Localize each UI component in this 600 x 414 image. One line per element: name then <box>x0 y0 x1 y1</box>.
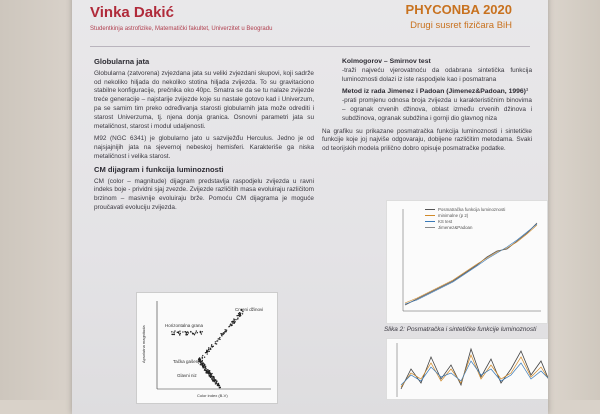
hr-star-dot <box>208 349 209 350</box>
histogram-plot <box>386 338 548 400</box>
bullet-ks-text: -traži najveću vjerovatnoću da odabrana sintetička funkcija luminoznosti dolazi iz iste raspodjele kao i posmatrana <box>342 66 532 83</box>
legend-swatch-ks <box>425 221 435 222</box>
hr-star-dot <box>207 353 208 354</box>
bullet-jp <box>322 88 532 123</box>
hr-star-dot <box>173 332 174 333</box>
hr-star-dot <box>171 331 172 332</box>
hr-star-dot <box>210 375 211 376</box>
hr-star-dot <box>232 321 233 322</box>
hr-star-dot <box>231 324 232 325</box>
hr-star-dot <box>200 364 201 365</box>
hr-star-dot <box>208 347 209 348</box>
hr-star-dot <box>203 367 204 368</box>
section-heading-globular: Globularna jata <box>94 57 150 66</box>
luminosity-plot <box>386 200 548 324</box>
hr-star-dot <box>205 352 206 353</box>
curve-ks <box>405 224 537 304</box>
legend-swatch-min <box>425 215 435 216</box>
right-column <box>322 58 532 158</box>
hr-star-dot <box>211 373 212 374</box>
hr-star-dot <box>206 350 207 351</box>
hr-star-dot <box>202 365 203 366</box>
hr-star-dot <box>180 333 181 334</box>
hr-star-dot <box>209 375 210 376</box>
bullet-ks-title: Kolmogorov – Smirnov test <box>342 58 431 65</box>
conference-subtitle: Drugi susret fizičara BiH <box>410 20 512 31</box>
hr-star-dot <box>224 331 225 332</box>
hr-star-dot <box>212 346 213 347</box>
wall-left <box>0 0 74 400</box>
hr-star-dot <box>220 333 221 334</box>
hr-star-dot <box>213 377 214 378</box>
hr-label-ms: Glavni niz <box>177 373 197 378</box>
hist-ks <box>401 361 548 385</box>
hr-star-dot <box>207 350 208 351</box>
hr-star-dot <box>197 332 198 333</box>
hr-star-dot <box>239 315 240 316</box>
hr-ylabel: Apsolutna magnituda <box>141 325 146 363</box>
hr-star-dot <box>174 334 175 335</box>
legend-swatch-observed <box>425 209 435 210</box>
hr-star-dot <box>231 321 232 322</box>
hr-star-dot <box>201 331 202 332</box>
legend-item-jp <box>425 225 505 231</box>
hr-star-dot <box>206 371 207 372</box>
legend-label-jp: Jimenez&Padoan <box>438 225 473 230</box>
legend-label-ks: KS test <box>438 219 453 224</box>
hist-observed <box>401 349 548 389</box>
hr-star-dot <box>223 333 224 334</box>
hr-star-dot <box>202 366 203 367</box>
bullet-jp-title: Metod iz rada Jimenez i Padoan (Jimenez&Padoan, 1996)¹ <box>342 88 529 96</box>
left-column <box>94 58 314 217</box>
hr-label-hb: Horizontalna grana <box>165 323 204 328</box>
hr-star-dot <box>240 313 241 314</box>
histogram-plot-svg <box>387 339 548 399</box>
header-divider <box>90 46 530 47</box>
hr-star-dot <box>205 368 206 369</box>
hr-star-dot <box>226 329 227 330</box>
hr-star-dot <box>182 331 183 332</box>
hr-star-dot <box>179 330 180 331</box>
hr-star-dot <box>211 344 212 345</box>
hr-star-dot <box>190 331 191 332</box>
plot-legend <box>425 207 505 231</box>
hr-star-dot <box>214 378 215 379</box>
hr-star-dot <box>192 333 193 334</box>
hr-xlabel: Color index (B-V) <box>197 393 228 398</box>
hr-star-dot <box>200 332 201 333</box>
hr-star-dot <box>209 370 210 371</box>
hr-star-dot <box>212 377 213 378</box>
hr-star-dot <box>218 338 219 339</box>
author-name: Vinka Dakić <box>90 4 174 21</box>
hr-star-dot <box>208 372 209 373</box>
bullet-ks <box>322 58 532 84</box>
hr-star-dot <box>196 330 197 331</box>
hr-star-dot <box>207 369 208 370</box>
hr-star-dot <box>218 384 219 385</box>
paragraph-graph: Na grafiku su prikazane posmatračka funkcija luminoznosti i sintetičke funkcije koje joj najviše odgovaraju, dobijene različitim metodama. Svaki od teorijskih modela prilično dobro opisuje posmatračke podatke. <box>322 127 532 153</box>
hr-star-dot <box>202 357 203 358</box>
bullet-jp-text: -prati promjenu odnosa broja zvijezda u karakterističnim binovima – ogranak crvenih džinova, oblast između crvenih džinova i subdžinova, ogranak subdžina i gornji dio glavnog niza <box>342 97 532 122</box>
paragraph-globular: Globularna (zatvorena) zvjezdana jata su veliki zvjezdani skupovi, koji sadrže od nekoliko hiljada do nekoliko stotina hiljada zvijezda. To su gravitaciono stabilne konfiguracije, prečnika oko 40pc. Smatra se da se tu nalaze zvijezde treće generacije – najstarije zvijezde koje su nastale gotovo kad i Univerzum, pa se samim tim preko određivanja starosti globularnih jata može odrediti i starost Univerzuma, tj. njena donja granica. Osnovni parametri jata su metaličnost, starost i modul udaljenosti. <box>94 69 314 130</box>
hr-star-dot <box>233 318 234 319</box>
paragraph-cm: CM (color – magnitude) dijagram predstavlja raspodjelu zvijezda u ravni indeks boje - prividni sjaj zvezde. Zvijezde različitih masa evoluiraju različitom brzinom – masivnije evoluiraju brže. Pomoću CM dijagrama je moguće proučavati evoluciju zvijezda. <box>94 177 314 211</box>
conference-title: PHYCONBA 2020 <box>405 2 512 17</box>
hr-star-dot <box>211 374 212 375</box>
hr-star-dot <box>215 341 216 342</box>
hr-star-dot <box>235 319 236 320</box>
hr-star-dot <box>195 332 196 333</box>
poster <box>72 0 548 414</box>
hr-star-dot <box>212 379 213 380</box>
wall-right <box>544 0 600 400</box>
legend-label-observed: Posmatračka funkcija luminoznosti <box>438 207 506 212</box>
hr-star-dot <box>201 333 202 334</box>
hr-star-dot <box>216 343 217 344</box>
hr-label-giants: Crveni džinovi <box>235 307 264 312</box>
hr-star-dot <box>172 334 173 335</box>
hr-star-dot <box>238 313 239 314</box>
hr-star-dot <box>221 335 222 336</box>
hr-label-turnoff: Tačka gašenja <box>173 359 202 364</box>
hr-star-dot <box>224 329 225 330</box>
hr-star-dot <box>207 372 208 373</box>
hr-star-dot <box>215 382 216 383</box>
paragraph-m92: M92 (NGC 6341) je globularno jato u sazviježđu Herculus. Jedno je od najsjajnijih jata na sjevernoj nebeskoj hemisferi. Karakteriše ga niska metaličnost i velika starost. <box>94 135 314 160</box>
hr-star-dot <box>204 356 205 357</box>
hr-diagram-svg <box>137 293 277 403</box>
hr-star-dot <box>187 331 188 332</box>
hr-star-dot <box>209 351 210 352</box>
hr-star-dot <box>240 315 241 316</box>
hr-star-dot <box>236 315 237 316</box>
hr-star-dot <box>234 322 235 323</box>
hr-star-dot <box>202 360 203 361</box>
hr-star-dot <box>187 334 188 335</box>
hr-star-dot <box>215 343 216 344</box>
poster-header <box>72 0 548 48</box>
hr-star-dot <box>219 337 220 338</box>
hr-star-dot <box>184 331 185 332</box>
legend-swatch-jp <box>425 227 435 228</box>
hr-star-dot <box>174 330 175 331</box>
curve-min <box>405 225 537 303</box>
figure-caption: Slika 2: Posmatračka i sintetičke funkcije luminoznosti <box>384 326 537 333</box>
hr-star-dot <box>237 318 238 319</box>
hr-star-dot <box>220 387 221 388</box>
hr-star-dot <box>229 326 230 327</box>
hr-star-dot <box>203 363 204 364</box>
hr-star-dot <box>210 348 211 349</box>
curve-observed <box>405 223 537 305</box>
legend-label-min: minimalne (p 2) <box>438 213 469 218</box>
hr-star-dot <box>215 379 216 380</box>
hr-star-dot <box>202 355 203 356</box>
hr-star-dot <box>179 334 180 335</box>
section-heading-cm: CM dijagram i funkcija luminoznosti <box>94 164 224 174</box>
hr-star-dot <box>242 313 243 314</box>
hr-diagram-image <box>136 292 278 404</box>
hr-star-dot <box>219 339 220 340</box>
hr-star-dot <box>177 332 178 333</box>
author-affiliation: Studentkinja astrofizike, Matematički fakultet, Univerzitet u Beogradu <box>90 26 273 32</box>
hr-star-dot <box>232 322 233 323</box>
hr-star-dot <box>216 340 217 341</box>
hr-star-dot <box>204 365 205 366</box>
